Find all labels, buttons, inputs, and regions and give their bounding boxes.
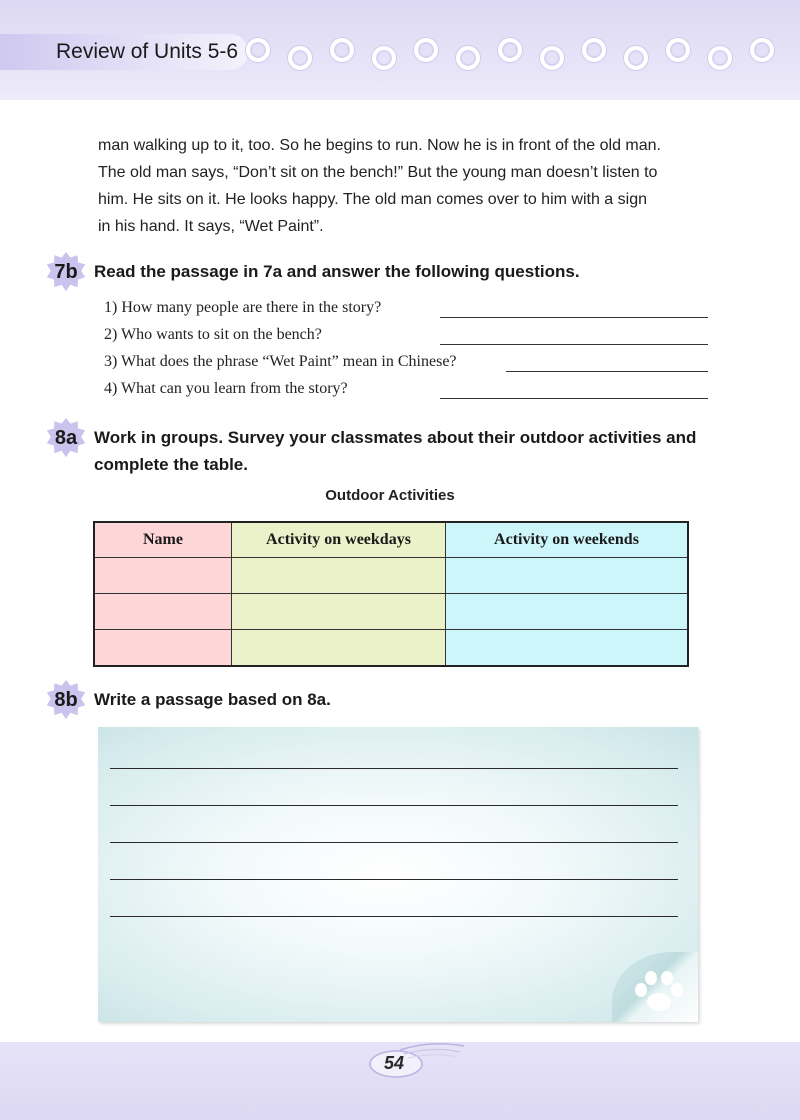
task-title-8b: Write a passage based on 8a. (94, 690, 331, 709)
decorative-rings (240, 38, 800, 78)
writing-line[interactable] (110, 805, 678, 806)
page-title: Review of Units 5-6 (56, 40, 239, 63)
question-row (104, 326, 708, 350)
writing-line[interactable] (110, 768, 678, 769)
column-header-weekends: Activity on weekends (446, 522, 689, 558)
ring-icon (330, 38, 354, 62)
passage-line: The old man says, “Don’t sit on the bench!” But the young man doesn’t listen to (98, 164, 658, 181)
ring-icon (708, 46, 732, 70)
table-cell-name[interactable] (94, 594, 232, 630)
survey-table (93, 521, 689, 667)
paw-print-icon (632, 968, 686, 1014)
task-label-7b: 7b (54, 261, 78, 283)
ring-icon (624, 46, 648, 70)
passage-line: man walking up to it, too. So he begins to run. Now he is in front of the old man. (98, 137, 661, 154)
table-cell-weekdays[interactable] (232, 630, 446, 667)
table-cell-weekends[interactable] (446, 558, 689, 594)
question-row (104, 380, 708, 404)
task-title-8a-line2: complete the table. (94, 455, 248, 474)
passage-line: him. He sits on it. He looks happy. The old man comes over to him with a sign (98, 191, 647, 208)
answer-blank[interactable] (506, 371, 708, 372)
question-text: 1) How many people are there in the story? (104, 299, 382, 316)
passage-line: in his hand. It says, “Wet Paint”. (98, 218, 324, 235)
question-text: 3) What does the phrase “Wet Paint” mean in Chinese? (104, 353, 457, 370)
table-cell-name[interactable] (94, 558, 232, 594)
task-label-8a: 8a (54, 427, 78, 449)
writing-line[interactable] (110, 916, 678, 917)
task-title-8a-line1: Work in groups. Survey your classmates about their outdoor activities and (94, 428, 697, 447)
story-passage (98, 132, 723, 240)
question-text: 4) What can you learn from the story? (104, 380, 348, 397)
task-title-7b: Read the passage in 7a and answer the following questions. (94, 262, 580, 281)
table-row (94, 630, 688, 667)
table-row (94, 558, 688, 594)
writing-line[interactable] (110, 879, 678, 880)
answer-blank[interactable] (440, 398, 708, 399)
writing-line[interactable] (110, 842, 678, 843)
writing-note-paper (98, 727, 698, 1022)
answer-blank[interactable] (440, 317, 708, 318)
answer-blank[interactable] (440, 344, 708, 345)
table-title: Outdoor Activities (325, 487, 455, 504)
table-cell-weekends[interactable] (446, 630, 689, 667)
ring-icon (498, 38, 522, 62)
column-header-name: Name (94, 522, 232, 558)
table-header-row (94, 522, 688, 558)
ring-icon (288, 46, 312, 70)
question-row (104, 353, 708, 377)
ring-icon (372, 46, 396, 70)
ring-icon (666, 38, 690, 62)
ring-icon (456, 46, 480, 70)
table-cell-weekdays[interactable] (232, 594, 446, 630)
page-number: 54 (383, 1053, 405, 1073)
table-row (94, 594, 688, 630)
column-header-weekdays: Activity on weekdays (232, 522, 446, 558)
ring-icon (246, 38, 270, 62)
table-cell-weekends[interactable] (446, 594, 689, 630)
question-text: 2) Who wants to sit on the bench? (104, 326, 322, 343)
ring-icon (750, 38, 774, 62)
task-label-8b: 8b (54, 689, 78, 711)
table-cell-weekdays[interactable] (232, 558, 446, 594)
ring-icon (582, 38, 606, 62)
question-row (104, 299, 708, 323)
ring-icon (414, 38, 438, 62)
ring-icon (540, 46, 564, 70)
table-cell-name[interactable] (94, 630, 232, 667)
